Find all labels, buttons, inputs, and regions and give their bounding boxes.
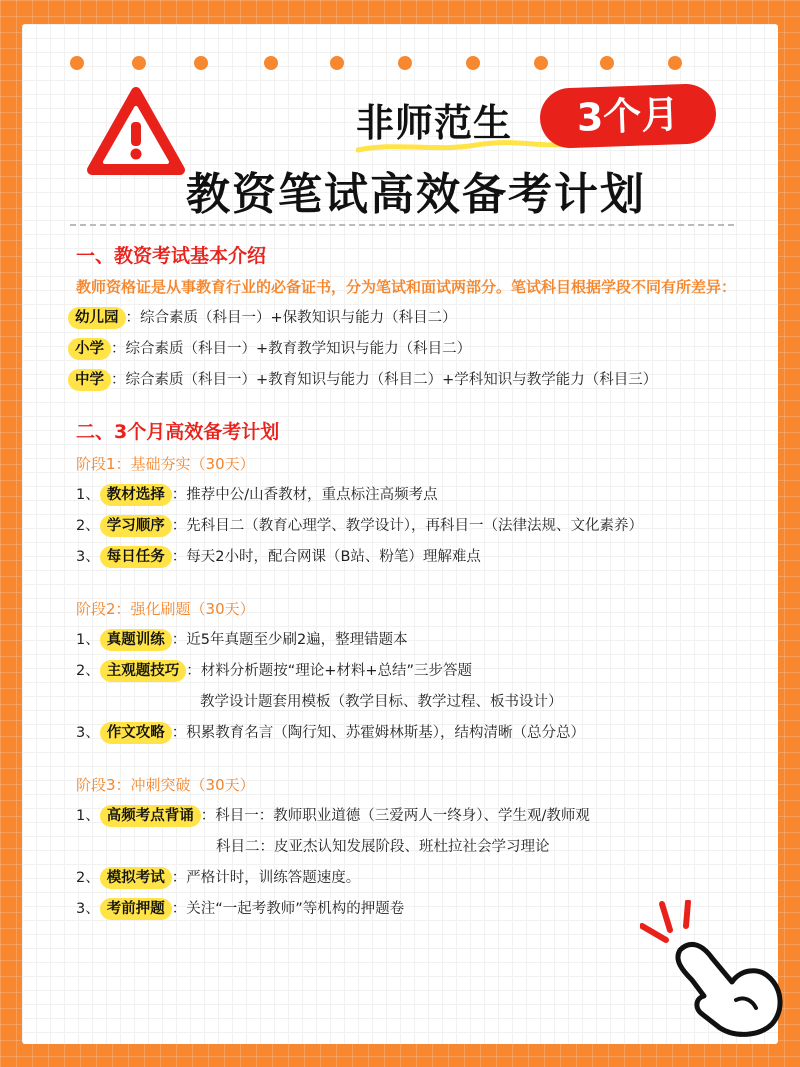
plan-text: 材料分析题按“理论+材料+总结”三步答题 <box>200 663 473 679</box>
plan-tag: 真题训练 <box>100 629 172 651</box>
level-tag: 小学 <box>68 338 111 360</box>
level-row: 小学 ：综合素质（科目一）+教育教学知识与能力（科目二） <box>76 334 756 365</box>
plan-tag: 考前押题 <box>100 898 172 920</box>
plan-tag: 高频考点背诵 <box>100 805 201 827</box>
plan-item: 3、 每日任务 ：每天2小时，配合网课（B站、粉笔）理解难点 <box>76 542 756 573</box>
plan-item: 1、 高频考点背诵 ：科目一：教师职业道德（三爱两人一终身）、学生观/教师观 <box>76 801 756 832</box>
level-row: 中学 ：综合素质（科目一）+教育知识与能力（科目二）+学科知识与教学能力（科目三） <box>76 365 756 396</box>
plan-text: 每天2小时，配合网课（B站、粉笔）理解难点 <box>186 549 481 565</box>
plan-item: 3、 作文攻略 ：积累教育名言（陶行知、苏霍姆林斯基），结构清晰（总分总） <box>76 718 756 749</box>
plan-tag: 每日任务 <box>100 546 172 568</box>
level-text: 综合素质（科目一）+保教知识与能力（科目二） <box>140 310 457 326</box>
plan-tag: 作文攻略 <box>100 722 172 744</box>
headline-line2: 教资笔试高效备考计划 <box>186 169 646 220</box>
plan-item: 1、 真题训练 ：近5年真题至少刷2遍，整理错题本 <box>76 625 756 656</box>
plan-text: 关注“一起考教师”等机构的押题卷 <box>186 901 405 917</box>
plan-tag: 模拟考试 <box>100 867 172 889</box>
level-tag: 中学 <box>68 369 111 391</box>
pointing-hand-icon <box>640 900 790 1040</box>
phase-title: 阶段2：强化刷题（30天） <box>76 600 255 618</box>
plan-text: 严格计时，训练答题速度。 <box>186 870 361 886</box>
plan-item: 2、 模拟考试 ：严格计时，训练答题速度。 <box>76 863 756 894</box>
plan-item-continued: 教学设计题套用模板（教学目标、教学过程、板书设计） <box>200 694 563 710</box>
plan-text: 近5年真题至少刷2遍，整理错题本 <box>186 632 408 648</box>
plan-item: 2、 主观题技巧 ：材料分析题按“理论+材料+总结”三步答题 <box>76 656 756 687</box>
warning-triangle-icon <box>86 86 186 178</box>
section-title: 一、教资考试基本介绍 <box>76 245 267 267</box>
plan-text: 先科目二（教育心理学、教学设计），再科目一（法律法规、文化素养） <box>186 518 643 534</box>
intro-text: 教师资格证是从事教育行业的必备证书，分为笔试和面试两部分。笔试科目根据学段不同有所差异： <box>76 278 737 296</box>
level-text: 综合素质（科目一）+教育知识与能力（科目二）+学科知识与教学能力（科目三） <box>125 372 658 388</box>
plan-tag: 教材选择 <box>100 484 172 506</box>
phase-title: 阶段1：基础夯实（30天） <box>76 455 255 473</box>
level-text: 综合素质（科目一）+教育教学知识与能力（科目二） <box>125 341 472 357</box>
phase-title: 阶段3：冲刺突破（30天） <box>76 776 255 794</box>
plan-item: 1、 教材选择 ：推荐中公/山香教材，重点标注高频考点 <box>76 480 756 511</box>
headline-badge: 3个月 <box>539 83 717 149</box>
headline-line1: 非师范生 <box>356 101 513 145</box>
section-title: 二、3个月高效备考计划 <box>76 421 280 443</box>
plan-item: 2、 学习顺序 ：先科目二（教育心理学、教学设计），再科目一（法律法规、文化素养） <box>76 511 756 542</box>
squiggle-underline <box>356 140 570 154</box>
plan-text: 积累教育名言（陶行知、苏霍姆林斯基），结构清晰（总分总） <box>186 725 585 741</box>
plan-text: 推荐中公/山香教材，重点标注高频考点 <box>186 487 438 503</box>
main-content <box>76 240 756 925</box>
level-row: 幼儿园 ：综合素质（科目一）+保教知识与能力（科目二） <box>76 303 756 334</box>
dashed-divider <box>70 224 734 226</box>
plan-item-continued: 科目二：皮亚杰认知发展阶段、班杜拉社会学习理论 <box>216 839 550 855</box>
plan-tag: 主观题技巧 <box>100 660 187 682</box>
level-tag: 幼儿园 <box>68 307 126 329</box>
plan-text: 科目一：教师职业道德（三爱两人一终身）、学生观/教师观 <box>215 808 590 824</box>
plan-item: 3、 考前押题 ：关注“一起考教师”等机构的押题卷 <box>76 894 756 925</box>
plan-tag: 学习顺序 <box>100 515 172 537</box>
